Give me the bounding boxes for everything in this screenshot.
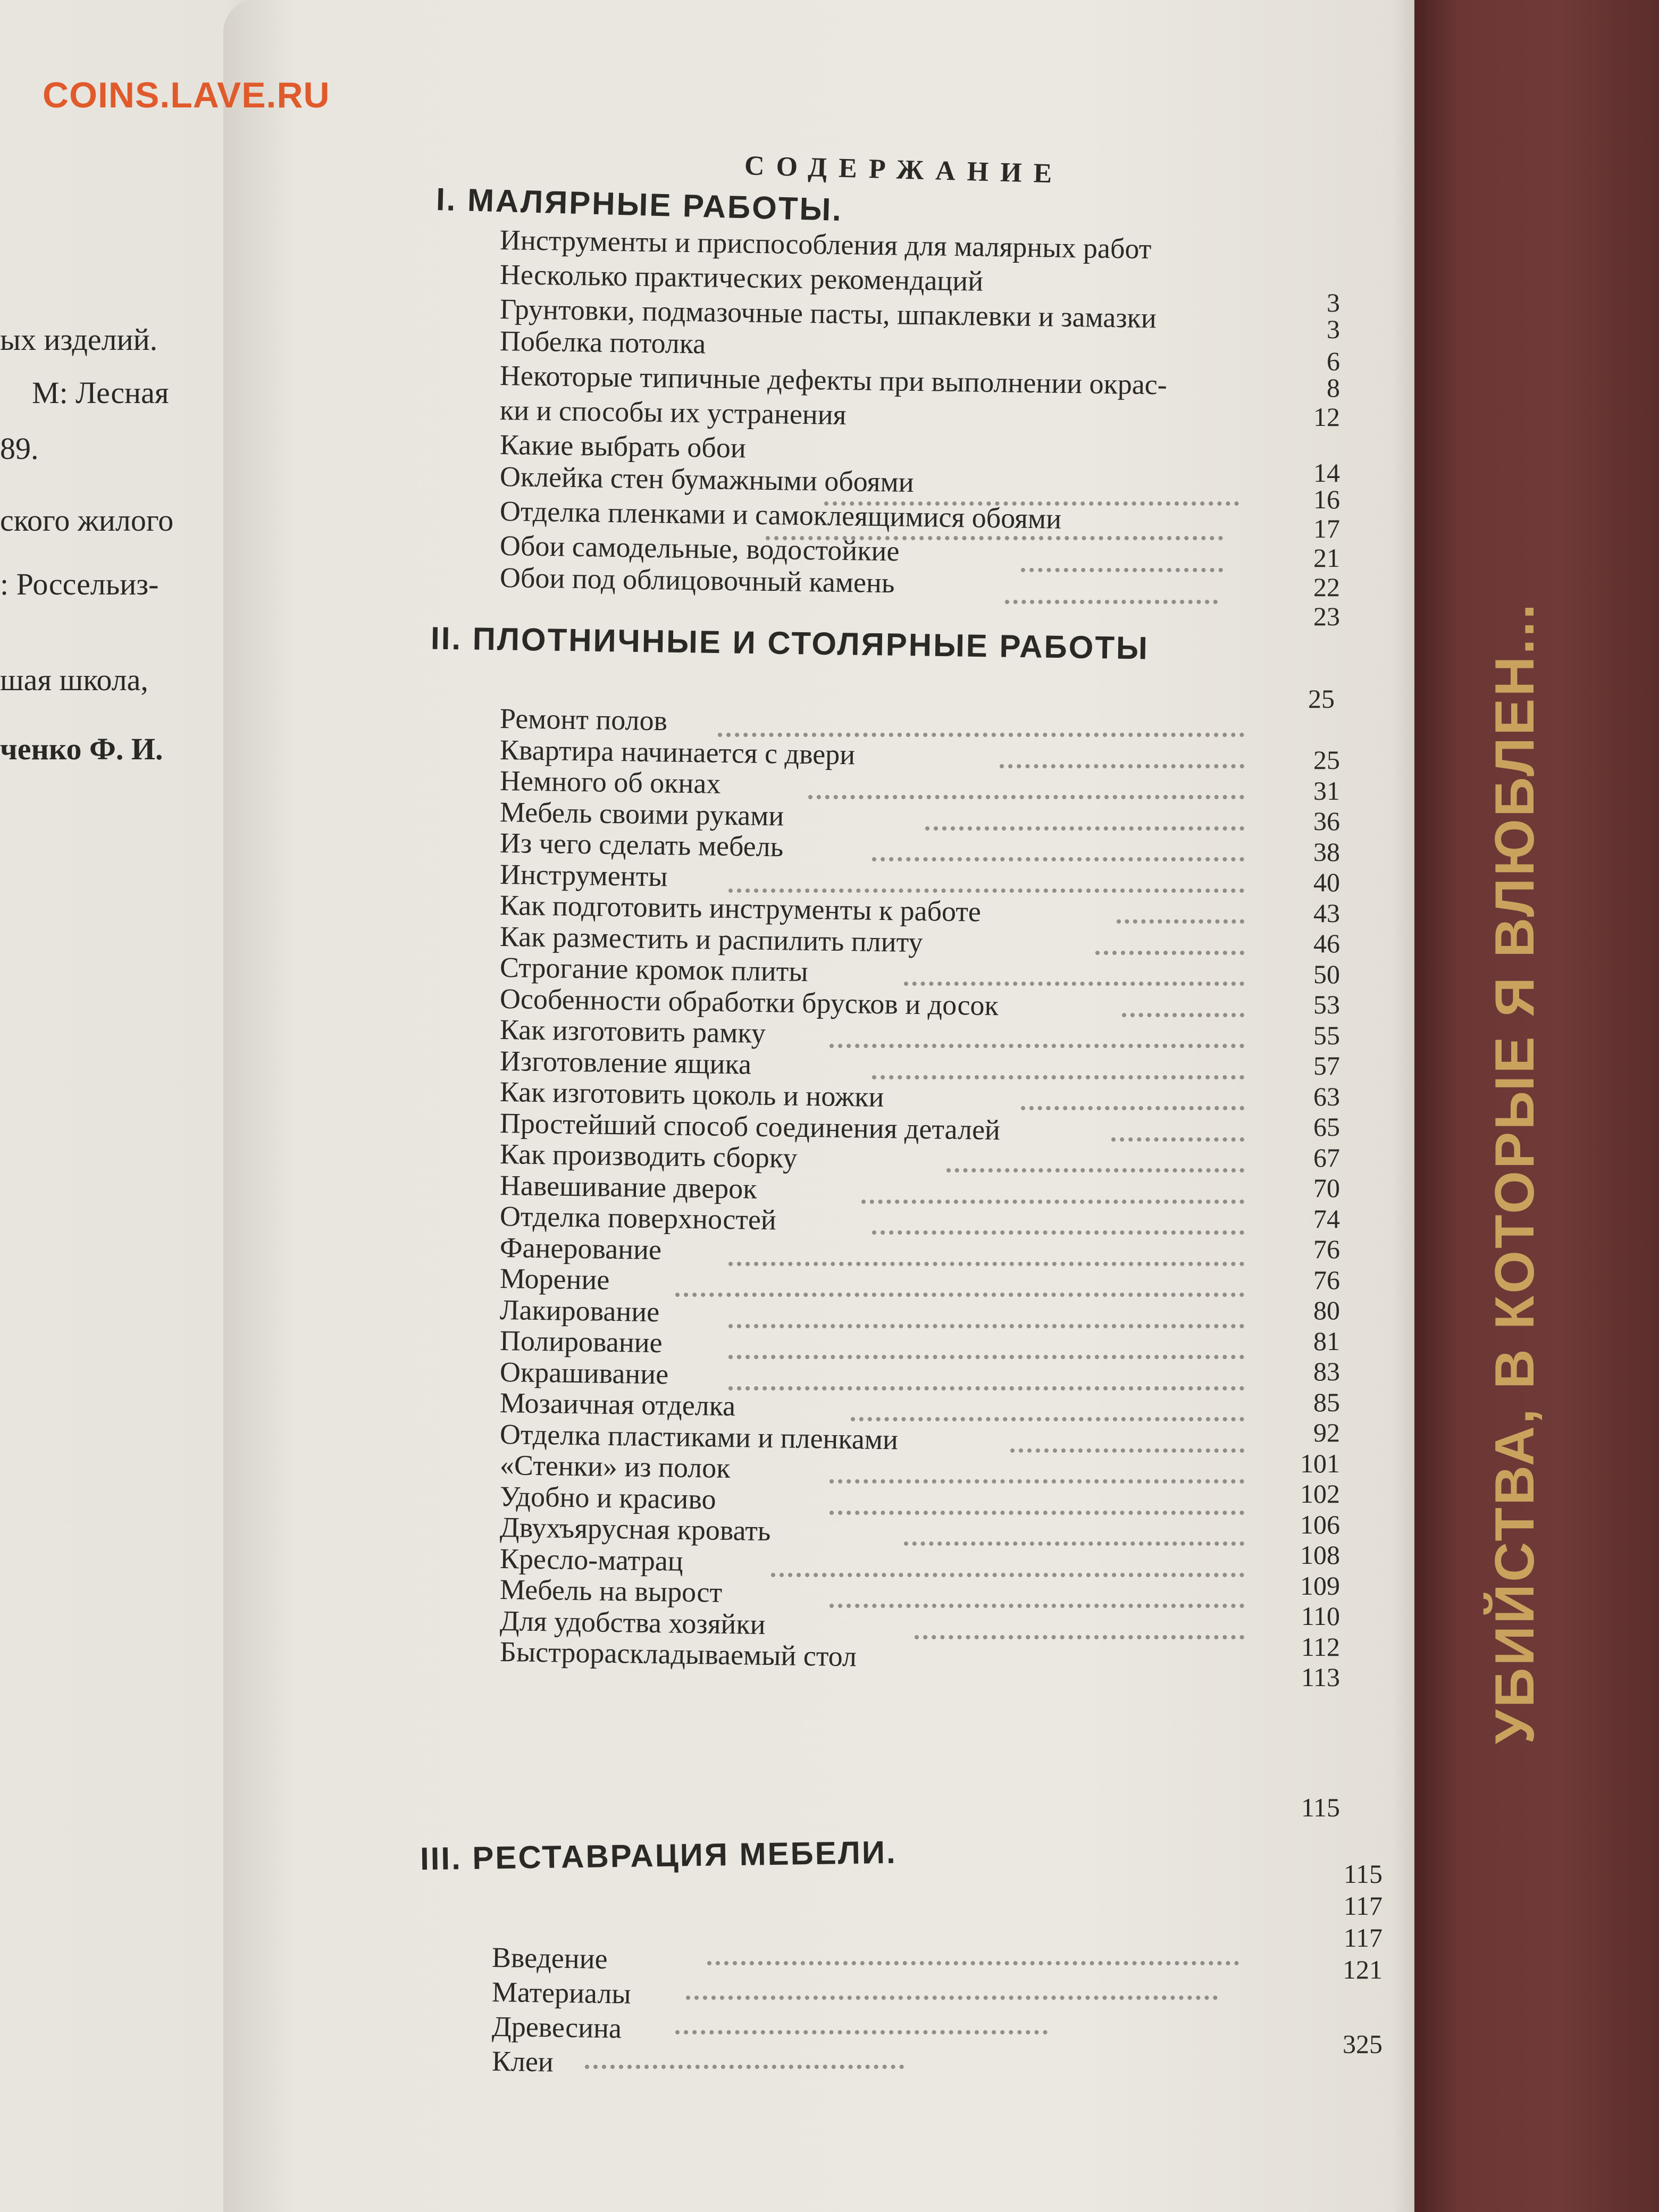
toc-entry: Отделка пластиками и пленками xyxy=(499,1418,899,1455)
toc-page-number: 3 xyxy=(1327,314,1340,344)
toc-entry: Морение xyxy=(499,1262,610,1296)
toc-entry: Мебель своими руками xyxy=(499,795,784,832)
dot-leader xyxy=(728,1382,1244,1390)
toc-entry: Двухъярусная кровать xyxy=(499,1511,771,1547)
left-page-line: ченко Ф. И. xyxy=(0,732,163,766)
toc-entry: Инструменты и приспособления для малярных работ xyxy=(499,224,1152,265)
toc-page-number: 53 xyxy=(1313,990,1340,1019)
toc-page-number: 101 xyxy=(1300,1448,1340,1478)
toc-page-number: 43 xyxy=(1313,898,1340,928)
toc-entry: Как разместить и распилить плиту xyxy=(499,920,923,958)
toc-page-number: 36 xyxy=(1313,806,1340,836)
toc-page-number: 102 xyxy=(1300,1479,1340,1509)
toc-page-number: 325 xyxy=(1343,2029,1382,2059)
toc-title: СОДЕРЖАНИЕ xyxy=(744,150,1065,189)
toc-entry: Простейший способ соединения деталей xyxy=(499,1107,1001,1146)
toc-entry: Грунтовки, подмазочные пасты, шпаклевки и замазки xyxy=(499,293,1157,334)
toc-entry: Инструменты xyxy=(499,858,668,892)
toc-page-number: 40 xyxy=(1313,867,1340,897)
toc-entry: Как производить сборку xyxy=(499,1138,798,1174)
toc-entry: «Стенки» из полок xyxy=(499,1449,731,1485)
toc-page-number: 63 xyxy=(1313,1081,1340,1111)
toc-entry: Как подготовить инструменты к работе xyxy=(499,889,982,928)
toc-entry: Изготовление ящика xyxy=(499,1044,752,1080)
toc-page-number: 81 xyxy=(1313,1326,1340,1356)
dot-leader xyxy=(771,1569,1244,1577)
toc-page-number: 14 xyxy=(1313,458,1340,488)
dot-leader xyxy=(830,1040,1244,1048)
toc-entry: Квартира начинается с двери xyxy=(499,733,856,770)
dot-leader xyxy=(675,2026,1048,2034)
toc-entry: Отделка пленками и самоклеящимися обоями xyxy=(499,495,1062,535)
toc-page-number: 80 xyxy=(1313,1295,1340,1325)
toc-entry: Введение xyxy=(491,1941,608,1975)
dot-leader xyxy=(728,1258,1244,1266)
section-page-number: 25 xyxy=(1308,684,1335,714)
dot-leader xyxy=(675,1288,1244,1297)
dot-leader xyxy=(1005,596,1218,604)
dot-leader xyxy=(904,1537,1244,1546)
toc-page-number: 50 xyxy=(1313,959,1340,989)
toc-page-number: 112 xyxy=(1301,1631,1340,1662)
dot-leader xyxy=(872,853,1244,861)
dot-leader xyxy=(686,1991,1218,2000)
toc-entry: Некоторые типичные дефекты при выполнении окрас- xyxy=(499,359,1168,401)
toc-entry: Быстрораскладываемый стол xyxy=(499,1636,857,1673)
left-page-line: : Россельиз- xyxy=(0,567,159,601)
toc-entry: Несколько практических рекомендаций xyxy=(499,258,984,297)
dot-leader xyxy=(851,1413,1244,1421)
toc-entry: Какие выбрать обои xyxy=(499,429,747,464)
dot-leader xyxy=(830,1506,1244,1515)
dot-leader xyxy=(1021,564,1223,572)
dot-leader xyxy=(861,1195,1244,1204)
toc-page-number: 16 xyxy=(1313,484,1340,514)
watermark: COINS.LAVE.RU xyxy=(43,75,330,115)
dot-leader xyxy=(718,728,1244,737)
toc-page-number: 17 xyxy=(1313,514,1340,543)
dot-leader xyxy=(925,822,1244,831)
dot-leader xyxy=(1000,760,1244,768)
dot-leader xyxy=(728,1351,1244,1359)
toc-page-number: 117 xyxy=(1343,1891,1382,1921)
toc-entry: Отделка поверхностей xyxy=(499,1200,777,1236)
toc-page-number: 67 xyxy=(1313,1142,1340,1172)
toc-page-number: 109 xyxy=(1300,1570,1340,1601)
toc-page-number: 108 xyxy=(1300,1540,1340,1570)
toc-page-number: 110 xyxy=(1301,1601,1340,1631)
toc-page-number: 106 xyxy=(1300,1509,1340,1539)
toc-page-number: 83 xyxy=(1313,1356,1340,1386)
toc-entry: Из чего сделать мебель xyxy=(499,827,784,863)
toc-entry: Обои самодельные, водостойкие xyxy=(499,530,900,567)
section-heading: III. РЕСТАВРАЦИЯ МЕБЕЛИ. xyxy=(420,1834,898,1877)
section-heading: II. ПЛОТНИЧНЫЕ И СТОЛЯРНЫЕ РАБОТЫ xyxy=(430,620,1150,666)
dot-leader xyxy=(728,884,1244,893)
toc-entry: Строгание кромок плиты xyxy=(499,951,809,988)
toc-entry: Клеи xyxy=(491,2045,554,2078)
toc-page-number: 115 xyxy=(1343,1859,1382,1889)
toc-page-number: 55 xyxy=(1313,1020,1340,1050)
toc-entry: Фанерование xyxy=(499,1231,662,1266)
dot-leader xyxy=(1010,1444,1244,1453)
dot-leader xyxy=(1122,1009,1244,1017)
dot-leader xyxy=(830,1599,1244,1608)
toc-entry: Навешивание дверок xyxy=(499,1169,757,1205)
dot-leader xyxy=(1021,1102,1244,1110)
dot-leader xyxy=(915,1631,1244,1639)
spine-title: УБИЙСТВА, В КОТОРЫЕ Я ВЛЮБЛЕН... xyxy=(1484,601,1546,1744)
toc-page-number: 121 xyxy=(1343,1955,1382,1984)
toc-page-number: 113 xyxy=(1301,1662,1340,1692)
toc-entry: Полирование xyxy=(499,1325,663,1359)
dot-leader xyxy=(728,1320,1244,1328)
toc-entry: Побелка потолка xyxy=(499,325,706,360)
toc-page-number: 3 xyxy=(1327,288,1340,317)
left-page-line: М: Лесная xyxy=(32,375,169,410)
dot-leader xyxy=(872,1226,1244,1235)
toc-entry: Для удобства хозяйки xyxy=(499,1604,766,1640)
toc-entry: Оклейка стен бумажными обоями xyxy=(499,460,915,498)
toc-page-number: 31 xyxy=(1313,775,1340,806)
toc-page-number: 115 xyxy=(1301,1792,1340,1822)
dot-leader xyxy=(830,1475,1244,1484)
toc-entry: Древесина xyxy=(491,2010,622,2045)
dot-leader xyxy=(872,1071,1244,1079)
toc-entry: Окрашивание xyxy=(499,1355,669,1390)
dot-leader xyxy=(766,532,1223,540)
toc-entry: Ремонт полов xyxy=(499,702,668,737)
left-page-line: 89. xyxy=(0,431,39,466)
toc-page-number: 76 xyxy=(1313,1264,1340,1295)
toc-page-number: 21 xyxy=(1313,543,1340,573)
toc-entry: Лакирование xyxy=(499,1293,660,1328)
toc-page-number: 6 xyxy=(1327,346,1340,376)
dot-leader xyxy=(824,497,1239,506)
toc-page-number: 76 xyxy=(1313,1234,1340,1264)
left-page-line: ского жилого xyxy=(0,503,174,538)
toc-entry: ки и способы их устранения xyxy=(499,394,847,431)
toc-entry: Особенности обработки брусков и досок xyxy=(499,982,999,1021)
toc-page-number: 57 xyxy=(1313,1051,1340,1080)
toc-page-number: 8 xyxy=(1327,373,1340,403)
toc-page-number: 70 xyxy=(1313,1173,1340,1203)
toc-page-number: 25 xyxy=(1313,745,1340,775)
dot-leader xyxy=(707,1957,1239,1965)
toc-entry: Как изготовить рамку xyxy=(499,1013,766,1049)
dot-leader xyxy=(904,977,1244,986)
toc-page-number: 23 xyxy=(1313,601,1340,631)
toc-entry: Кресло-матрац xyxy=(499,1542,684,1577)
toc-entry: Мебель на вырост xyxy=(499,1573,723,1608)
toc-entry: Немного об окнах xyxy=(499,765,721,800)
toc-page-number: 12 xyxy=(1313,402,1340,432)
toc-page-number: 74 xyxy=(1313,1203,1340,1234)
toc-entry: Обои под облицовочный камень xyxy=(499,562,895,599)
toc-page-number: 85 xyxy=(1313,1387,1340,1417)
dot-leader xyxy=(808,791,1244,799)
toc-page-number: 117 xyxy=(1343,1923,1382,1953)
toc-entry: Удобно и красиво xyxy=(499,1480,716,1515)
dot-leader xyxy=(946,1164,1244,1172)
toc-entry: Материалы xyxy=(491,1976,632,2010)
dot-leader xyxy=(1095,946,1244,955)
toc-entry: Мозаичная отделка xyxy=(499,1387,736,1422)
toc-entry: Как изготовить цоколь и ножки xyxy=(499,1076,884,1113)
toc-page-number: 38 xyxy=(1313,836,1340,867)
toc-page-number: 65 xyxy=(1313,1112,1340,1142)
toc-page-number: 92 xyxy=(1313,1418,1340,1447)
toc-page-number: 46 xyxy=(1313,928,1340,958)
left-page-line: ых изделий. xyxy=(0,322,158,357)
left-page-line: шая школа, xyxy=(0,663,148,697)
dot-leader xyxy=(585,2060,904,2069)
dot-leader xyxy=(1111,1133,1244,1142)
toc-page-number: 22 xyxy=(1313,572,1340,602)
section-heading: I. МАЛЯРНЫЕ РАБОТЫ. xyxy=(435,181,843,228)
dot-leader xyxy=(1117,915,1244,924)
